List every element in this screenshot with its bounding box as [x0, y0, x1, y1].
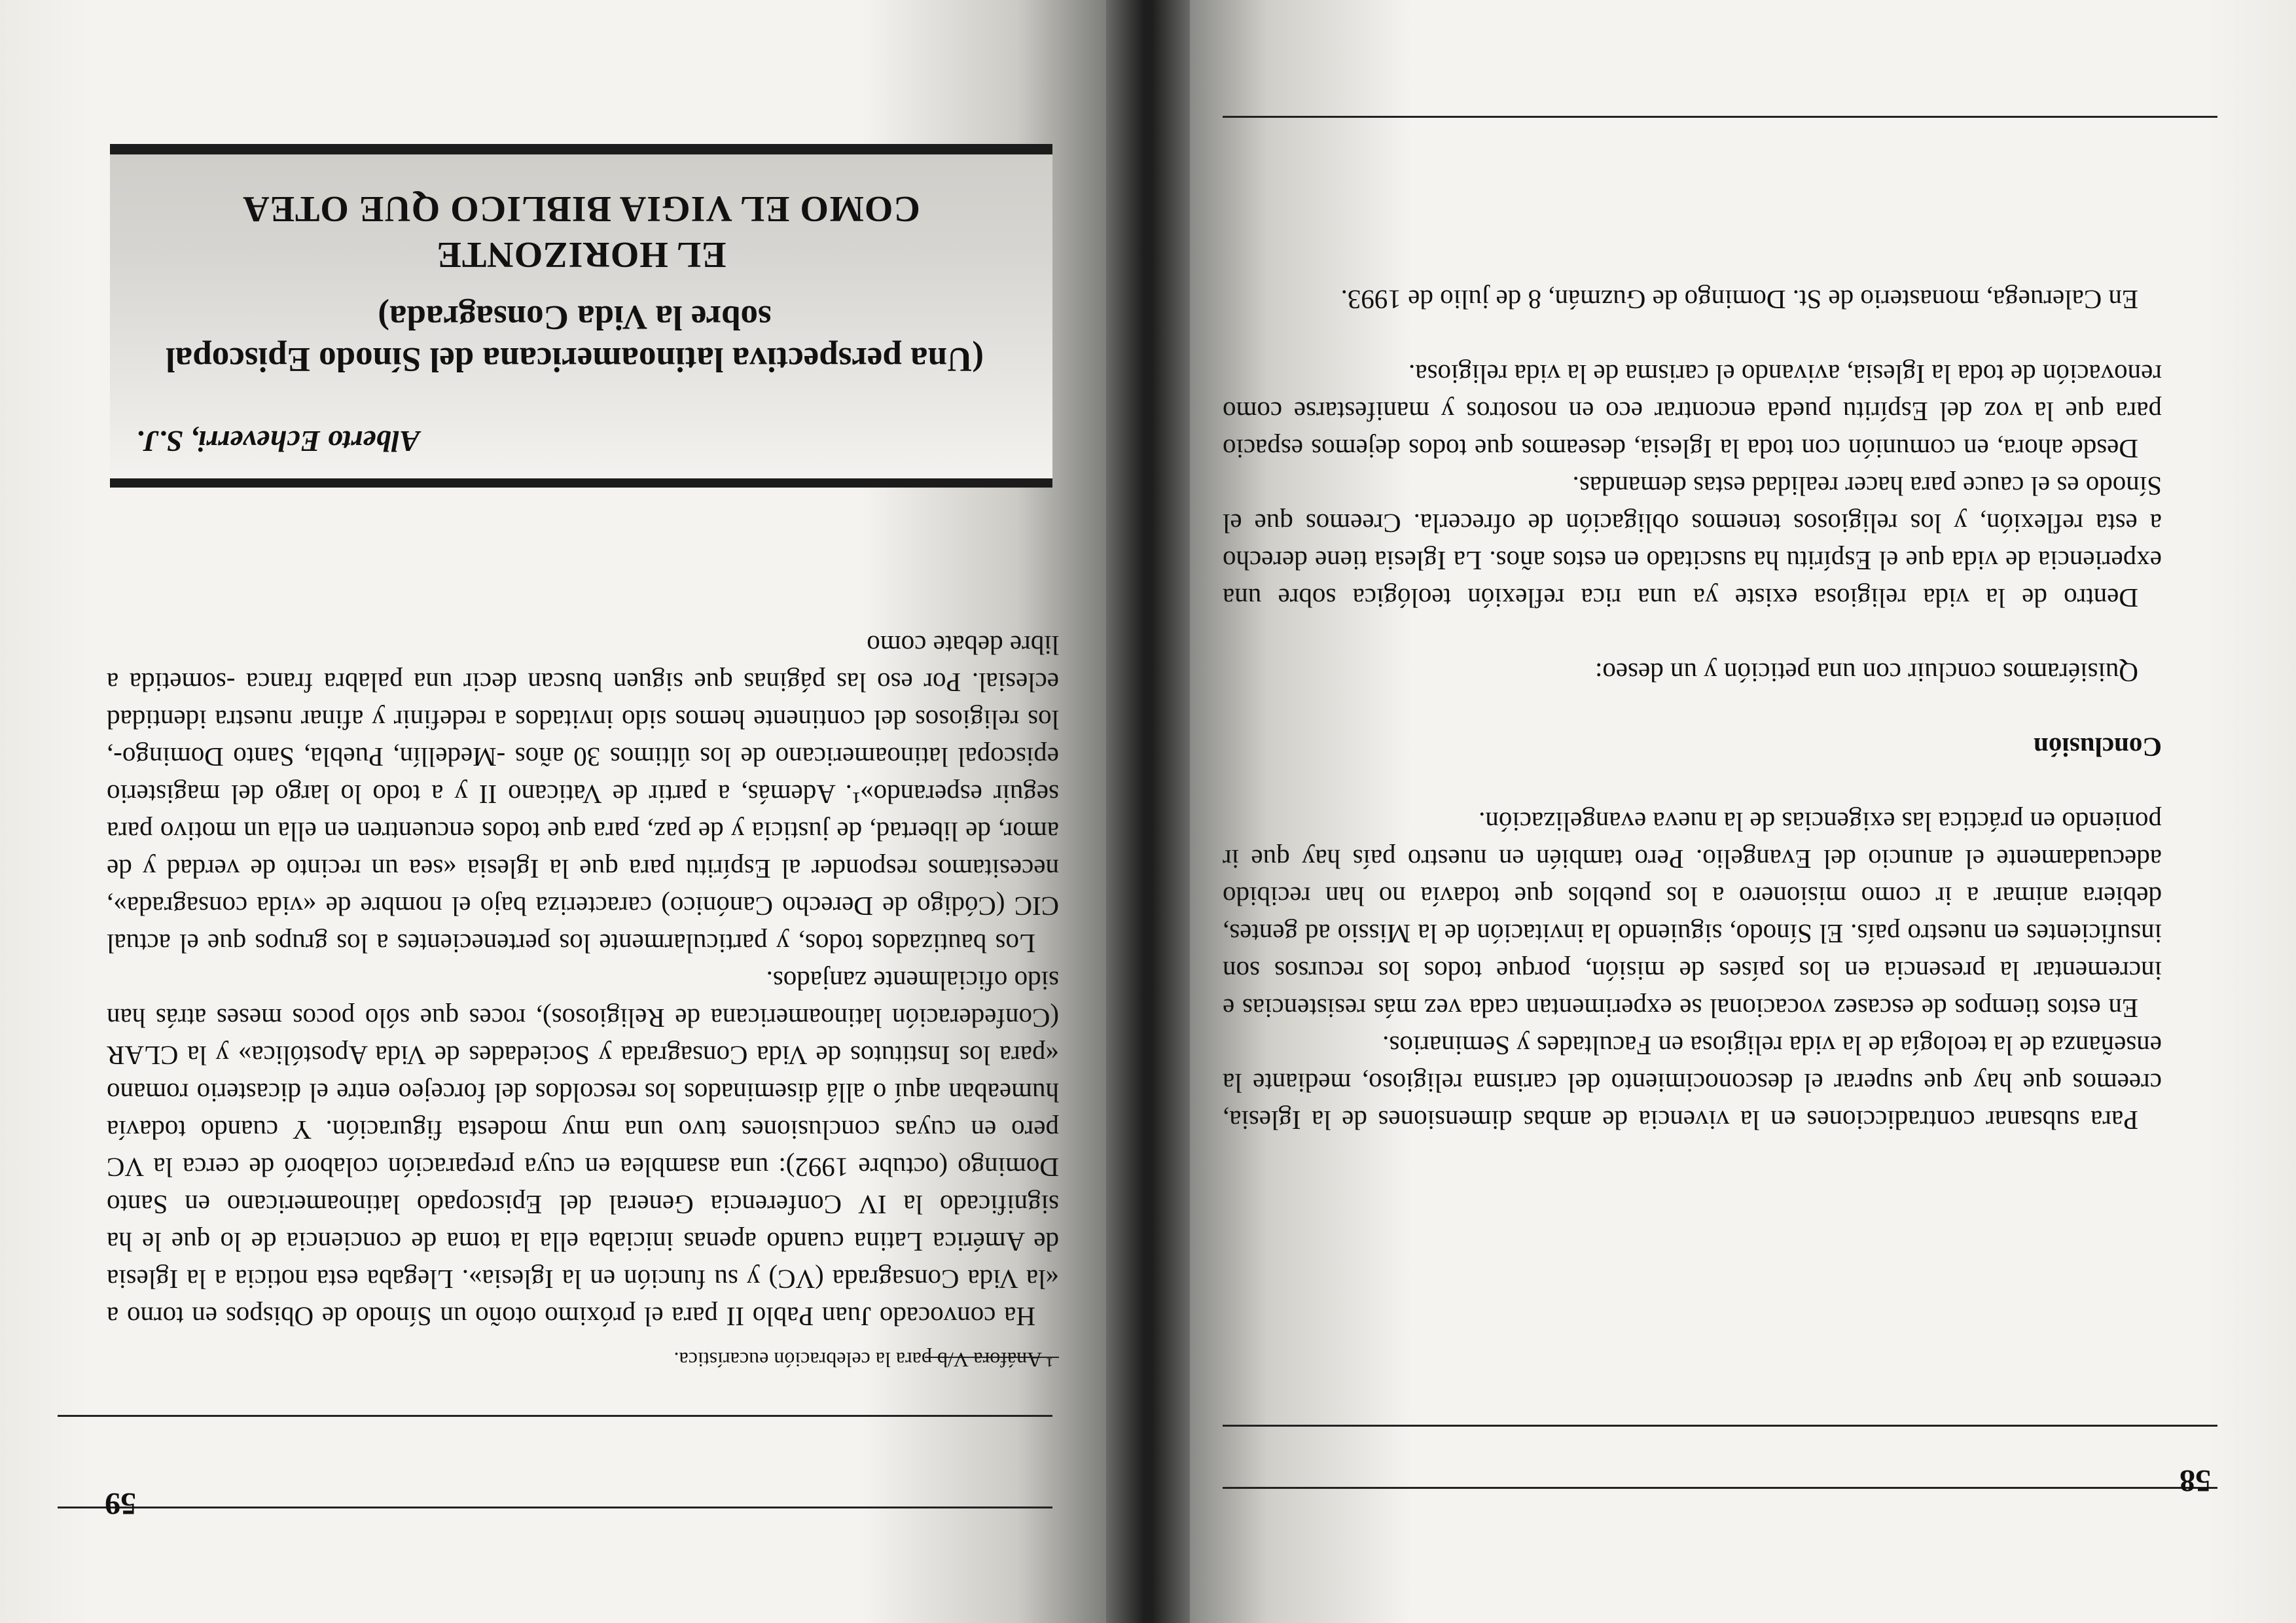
article-subtitle: (Una perspectiva latinoamericana del Sínodo Episcopal sobre la Vida Consagrada)	[166, 298, 984, 378]
header-rule	[1223, 1487, 2217, 1489]
section-heading: Conclusión	[2034, 732, 2162, 762]
page-number: 59	[105, 1486, 136, 1521]
article-title: COMO EL VIGIA BIBLICO QUE OTEA	[242, 188, 920, 229]
page-58	[1190, 0, 2296, 1623]
book-gutter	[1106, 0, 1190, 1623]
paragraph: Dentro de la vida religiosa existe ya una rica reflexión teológica sobre una experiencia de vida que el Espíritu ha suscitado en estos años. La Iglesia tiene derecho a esta reflexión, y los religiosos tenemos obligación de ofrecerla. Creemos que el Sínodo es el cauce para hacer realidad estas demandas.	[1223, 471, 2162, 613]
page-59-body	[107, 626, 1059, 1335]
article-title: EL HORIZONTE	[436, 234, 726, 275]
header-rule	[58, 1507, 1052, 1508]
paragraph: Desde ahora, en comunión con toda la Iglesia, deseamos que todos dejemos espacio para que la voz del Espíritu pueda encontrar eco en nosotros y manifestarse como renovación de toda la Iglesia, avivando el carisma de la vida religiosa.	[1223, 359, 2162, 464]
paragraph: En estos tiempos de escasez vocacional se experimentan cada vez más resistencias e incrementar la presencia en los países de misión, porque todos los recursos son insuficientes en nuestro país. El Sínodo, siguiendo la invitación de la Missio ad gentes, debiera animar a ir como misionero a los pueblos que todavía no han recibido adecuadamente el anuncio del Evangelio. Pero también en nuestro país hay que ir poniendo en práctica las exigencias de la nueva evangelización.	[1223, 807, 2162, 1024]
article-title-box	[110, 144, 1052, 488]
header-rule	[1223, 1425, 2217, 1427]
paragraph: Ha convocado Juan Pablo II para el próximo otoño un Sínodo de Obispos en torno a «la Vida Consagrada (VC) y su función en la Iglesia». Llegaba esta noticia a la Iglesia de América Latina cuando apenas iniciaba ella la toma de conciencia de lo que le ha significado la IV Conferencia General del Episcopado latinoamericano en Santo Domingo (octubre 1992): una asamblea en cuya preparación colaboró de cerca la VC pero en cuyas conclusiones tuvo una muy modesta figuración. Y cuando todavía humeaban aquí o allá diseminados los rescoldos del forcejeo entre el dicasterio romano «para los Institutos de Vida Consagrada y Sociedades de Vida Apostólica» y la CLAR (Confederación latinoamericana de Religiosos), roces que sólo pocos meses atrás han sido oficialmente zanjados.	[107, 966, 1059, 1332]
paragraph: Para subsanar contradicciones en la vivencia de ambas dimensiones de la Iglesia, creemos que hay que superar el desconocimiento del carisma religioso, mediante la enseñanza de la teología de la vida religiosa en Facultades y Seminarios.	[1223, 1031, 2162, 1135]
paragraph: Los bautizados todos, y particularmente los pertenecientes a los grupos que el actual CIC (Código de Derecho Canónico) caracteriza bajo el nombre de «vida consagrada», necesitamos responder al Espíritu para que la Iglesia «sea un recinto de verdad y de amor, de libertad, de justicia y de paz, para que todos encuentren en ella un motivo para seguir esperando»¹. Además, a partir de Vaticano II y a todo lo largo del magisterio episcopal latinoamericano de los últimos 30 años -Medellín, Puebla, Santo Domingo-, los religiosos del continente hemos sido invitados a redefinir y afinar nuestra identidad eclesial. Por eso las páginas que siguen buscan decir una palabra franca -sometida a libre debate como	[107, 630, 1059, 959]
header-rule	[58, 1415, 1052, 1417]
page-58-body	[1223, 281, 2162, 1139]
footer-rule	[1223, 116, 2217, 118]
place-date: En Caleruega, monasterio de St. Domingo de Guzmán, 8 de julio de 1993.	[1340, 285, 2138, 315]
article-author: Alberto Echeverri, S.J.	[136, 425, 420, 458]
page-number: 58	[2179, 1463, 2211, 1498]
footnote: ¹ Anáfora V/b para la celebración eucarística.	[673, 1348, 1052, 1372]
paragraph: Quisiéramos concluir con una petición y un deseo:	[1594, 658, 2138, 688]
